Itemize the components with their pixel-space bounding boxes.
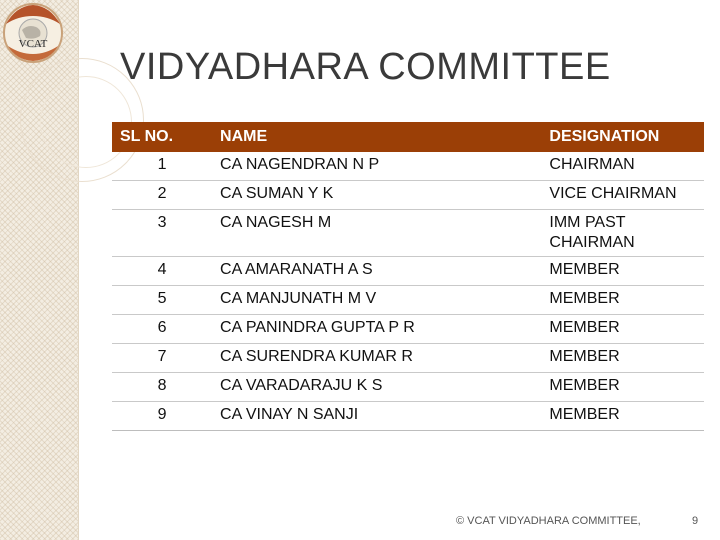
footer-text: © VCAT VIDYADHARA COMMITTEE,: [456, 515, 641, 527]
name-cell: CA VARADARAJU K S: [212, 373, 541, 402]
name-cell: CA PANINDRA GUPTA P R: [212, 315, 541, 344]
designation-cell: MEMBER: [541, 373, 704, 402]
name-cell: CA SURENDRA KUMAR R: [212, 344, 541, 373]
vcat-logo: [2, 2, 64, 64]
name-cell: CA VINAY N SANJI: [212, 402, 541, 431]
logo-text: VCAT: [18, 38, 48, 50]
name-cell: CA NAGENDRAN N P: [212, 152, 541, 181]
designation-cell: MEMBER: [541, 402, 704, 431]
header-sl-no: SL NO.: [112, 122, 212, 152]
designation-cell: VICE CHAIRMAN: [541, 181, 704, 210]
designation-cell: MEMBER: [541, 315, 704, 344]
header-designation: DESIGNATION: [541, 122, 704, 152]
committee-table: [112, 122, 704, 431]
name-cell: CA NAGESH M: [212, 210, 541, 257]
designation-cell: IMM PAST CHAIRMAN: [541, 210, 704, 257]
table-row: [112, 152, 704, 181]
designation-cell: MEMBER: [541, 344, 704, 373]
table-row: [112, 181, 704, 210]
sl-cell: 4: [112, 257, 212, 286]
name-cell: CA MANJUNATH M V: [212, 286, 541, 315]
table-row: [112, 315, 704, 344]
sl-cell: 6: [112, 315, 212, 344]
sl-cell: 9: [112, 402, 212, 431]
sl-cell: 8: [112, 373, 212, 402]
sl-cell: 7: [112, 344, 212, 373]
page-number: 9: [692, 515, 699, 527]
header-name: NAME: [212, 122, 541, 152]
table-row: [112, 373, 704, 402]
name-cell: CA AMARANATH A S: [212, 257, 541, 286]
sl-cell: 1: [112, 152, 212, 181]
designation-cell: MEMBER: [541, 286, 704, 315]
sl-cell: 2: [112, 181, 212, 210]
designation-cell: MEMBER: [541, 257, 704, 286]
name-cell: CA SUMAN Y K: [212, 181, 541, 210]
table-row: [112, 344, 704, 373]
table-row: [112, 402, 704, 431]
designation-cell: CHAIRMAN: [541, 152, 704, 181]
table-row: [112, 210, 704, 257]
sl-cell: 5: [112, 286, 212, 315]
sl-cell: 3: [112, 210, 212, 257]
table-row: [112, 257, 704, 286]
table-row: [112, 286, 704, 315]
table-header-row: [112, 122, 704, 152]
page-title: VIDYADHARA COMMITTEE: [120, 46, 611, 88]
